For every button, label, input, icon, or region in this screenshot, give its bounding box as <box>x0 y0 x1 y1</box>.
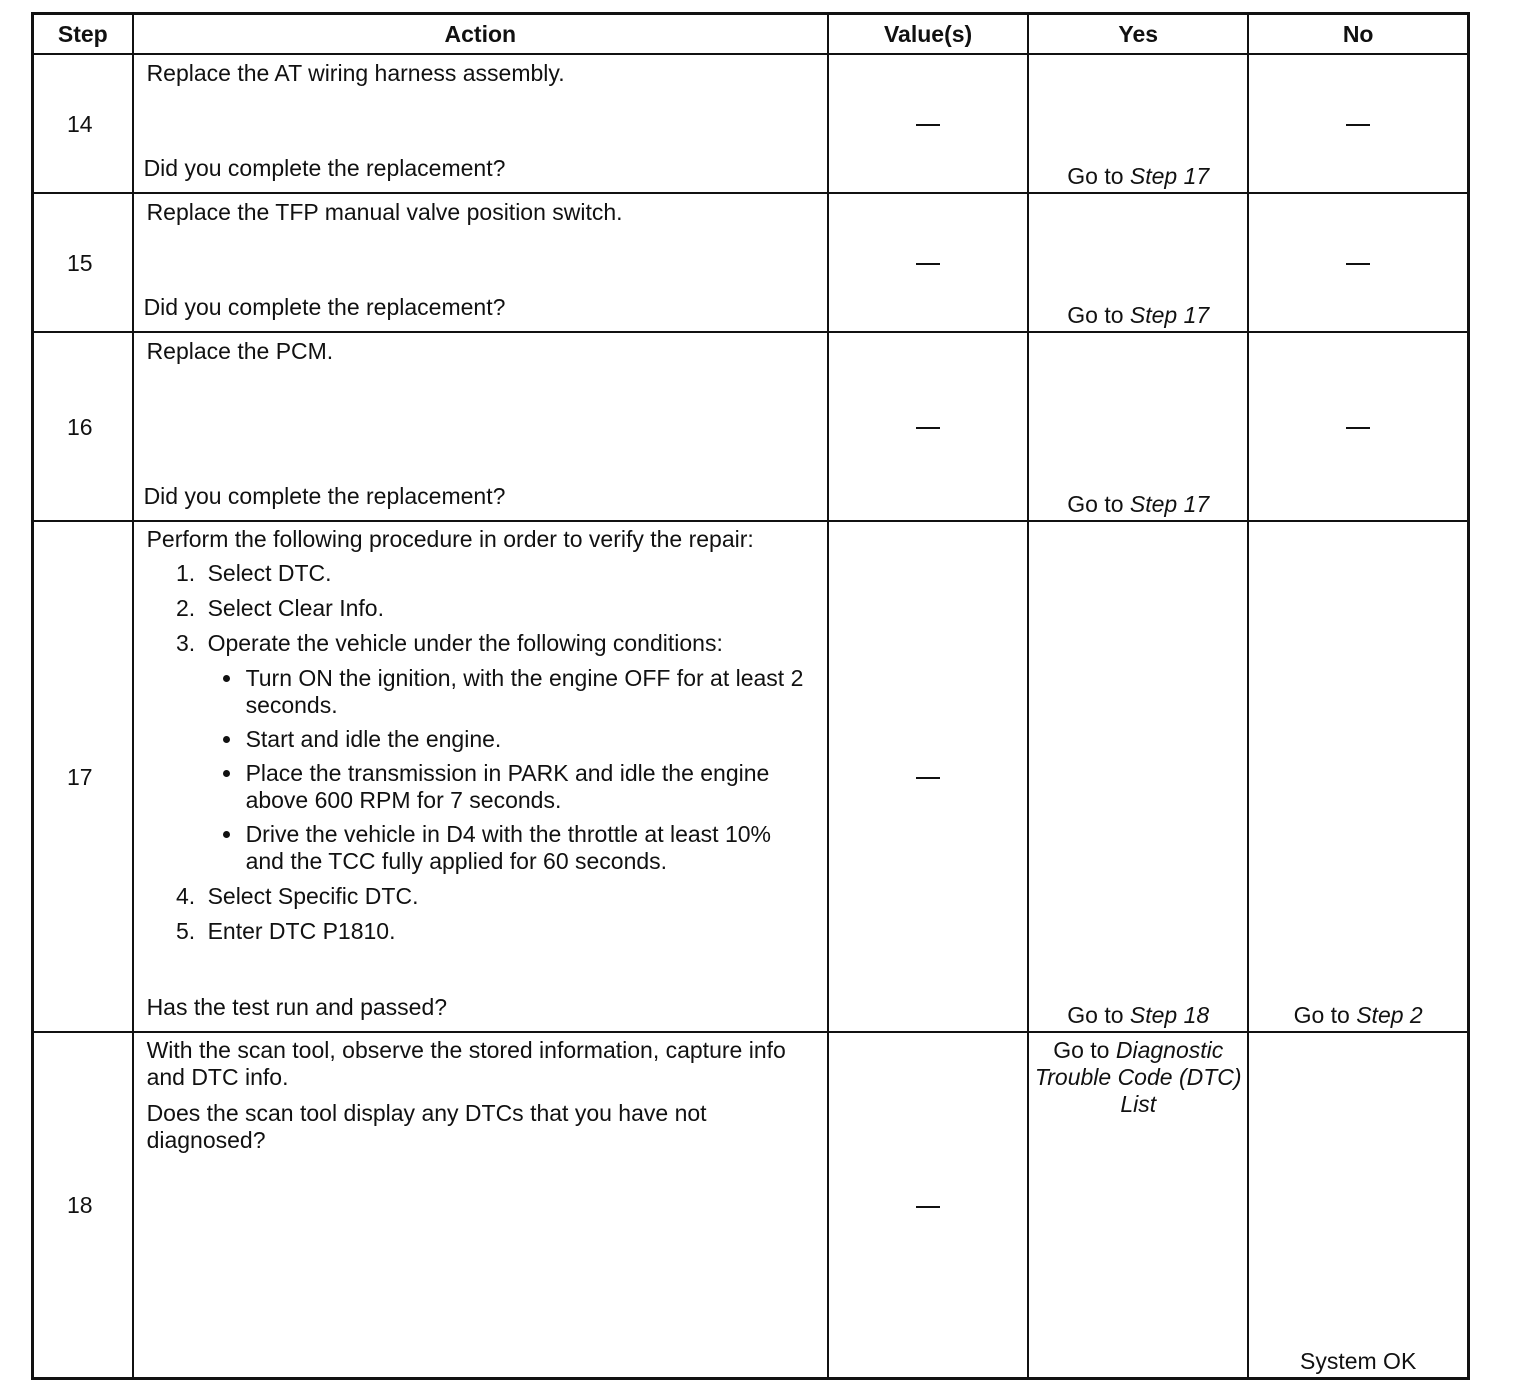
yes-prefix: Go to <box>1067 163 1130 189</box>
header-yes: Yes <box>1028 14 1248 55</box>
system-ok-text: System OK <box>1299 1348 1417 1374</box>
value-cell <box>828 1032 1028 1379</box>
step-number: 18 <box>33 1032 133 1379</box>
no-cell <box>1248 1032 1468 1379</box>
action-question: Did you complete the replacement? <box>143 483 506 509</box>
procedure-step-text: Operate the vehicle under the following conditions: <box>207 630 723 656</box>
action-question: Has the test run and passed? <box>146 994 448 1020</box>
step-number: 14 <box>33 54 133 193</box>
step-number: 17 <box>33 521 133 1032</box>
value-cell <box>828 193 1028 332</box>
yes-prefix: Go to <box>1067 302 1130 328</box>
table-row-step-15 <box>33 193 1469 332</box>
yes-step-link[interactable]: Step 18 <box>1129 1002 1210 1028</box>
yes-cell <box>1028 332 1248 521</box>
step-number: 16 <box>33 332 133 521</box>
action-cell <box>133 332 828 521</box>
no-cell <box>1248 193 1468 332</box>
value-dash <box>916 1206 940 1208</box>
action-cell <box>133 193 828 332</box>
condition-item: • Place the transmission in PARK and idle the engine above 600 RPM for 7 seconds. <box>244 760 815 814</box>
no-cell <box>1248 332 1468 521</box>
procedure-step: 5. Enter DTC P1810. <box>202 917 815 945</box>
action-instruction: Replace the PCM. <box>146 338 334 364</box>
no-dash <box>1346 263 1370 265</box>
action-text-block <box>144 1037 815 1154</box>
procedure-step: 2. Select Clear Info. <box>202 594 815 622</box>
procedure-block <box>144 526 815 945</box>
procedure-intro: Perform the following procedure in order to verify the repair: <box>146 526 754 552</box>
yes-step-link[interactable]: Step 17 <box>1129 302 1210 328</box>
procedure-step: 4. Select Specific DTC. <box>202 882 815 910</box>
header-no: No <box>1248 14 1468 55</box>
value-dash <box>916 124 940 126</box>
value-cell <box>828 54 1028 193</box>
step-number: 15 <box>33 193 133 332</box>
header-step: Step <box>33 14 133 55</box>
value-dash <box>916 427 940 429</box>
table-row-step-17 <box>33 521 1469 1032</box>
procedure-step: 1. Select DTC. <box>202 559 815 587</box>
conditions-list <box>208 665 815 875</box>
procedure-step-with-conditions <box>202 629 815 875</box>
yes-prefix: Go to <box>1067 1002 1130 1028</box>
value-dash <box>916 777 940 779</box>
yes-dtc-list-link[interactable]: Diagnostic Trouble Code (DTC) List <box>1034 1037 1242 1117</box>
no-cell <box>1248 54 1468 193</box>
value-dash <box>916 263 940 265</box>
header-values: Value(s) <box>828 14 1028 55</box>
table-row-step-18 <box>33 1032 1469 1379</box>
yes-cell <box>1028 521 1248 1032</box>
action-instruction: Replace the AT wiring harness assembly. <box>146 60 565 86</box>
value-cell <box>828 332 1028 521</box>
no-dash <box>1346 427 1370 429</box>
yes-step-link[interactable]: Step 17 <box>1129 163 1210 189</box>
table-row-step-14 <box>33 54 1469 193</box>
yes-prefix: Go to <box>1067 491 1130 517</box>
action-instruction: With the scan tool, observe the stored information, capture info and DTC info. <box>146 1037 786 1090</box>
action-cell <box>133 1032 828 1379</box>
yes-cell <box>1028 1032 1248 1379</box>
table-row-step-16 <box>33 332 1469 521</box>
condition-item: • Start and idle the engine. <box>244 726 815 753</box>
no-cell <box>1248 521 1468 1032</box>
action-cell <box>133 54 828 193</box>
header-row <box>33 14 1469 55</box>
value-cell <box>828 521 1028 1032</box>
action-instruction: Replace the TFP manual valve position switch. <box>146 199 623 225</box>
diagnostic-table <box>31 12 1470 1380</box>
header-action: Action <box>133 14 828 55</box>
condition-item: • Drive the vehicle in D4 with the throttle at least 10% and the TCC fully applied for 60 seconds. <box>244 821 815 875</box>
action-cell <box>133 521 828 1032</box>
procedure-list <box>144 559 815 945</box>
yes-prefix: Go to <box>1053 1037 1116 1063</box>
no-step-link[interactable]: Step 2 <box>1356 1002 1423 1028</box>
no-dash <box>1346 124 1370 126</box>
yes-cell <box>1028 54 1248 193</box>
yes-cell <box>1028 193 1248 332</box>
action-question: Did you complete the replacement? <box>143 155 506 181</box>
action-question: Does the scan tool display any DTCs that you have not diagnosed? <box>146 1100 707 1153</box>
action-question: Did you complete the replacement? <box>143 294 506 320</box>
condition-item: • Turn ON the ignition, with the engine OFF for at least 2 seconds. <box>244 665 815 719</box>
yes-step-link[interactable]: Step 17 <box>1129 491 1210 517</box>
no-prefix: Go to <box>1293 1002 1357 1028</box>
